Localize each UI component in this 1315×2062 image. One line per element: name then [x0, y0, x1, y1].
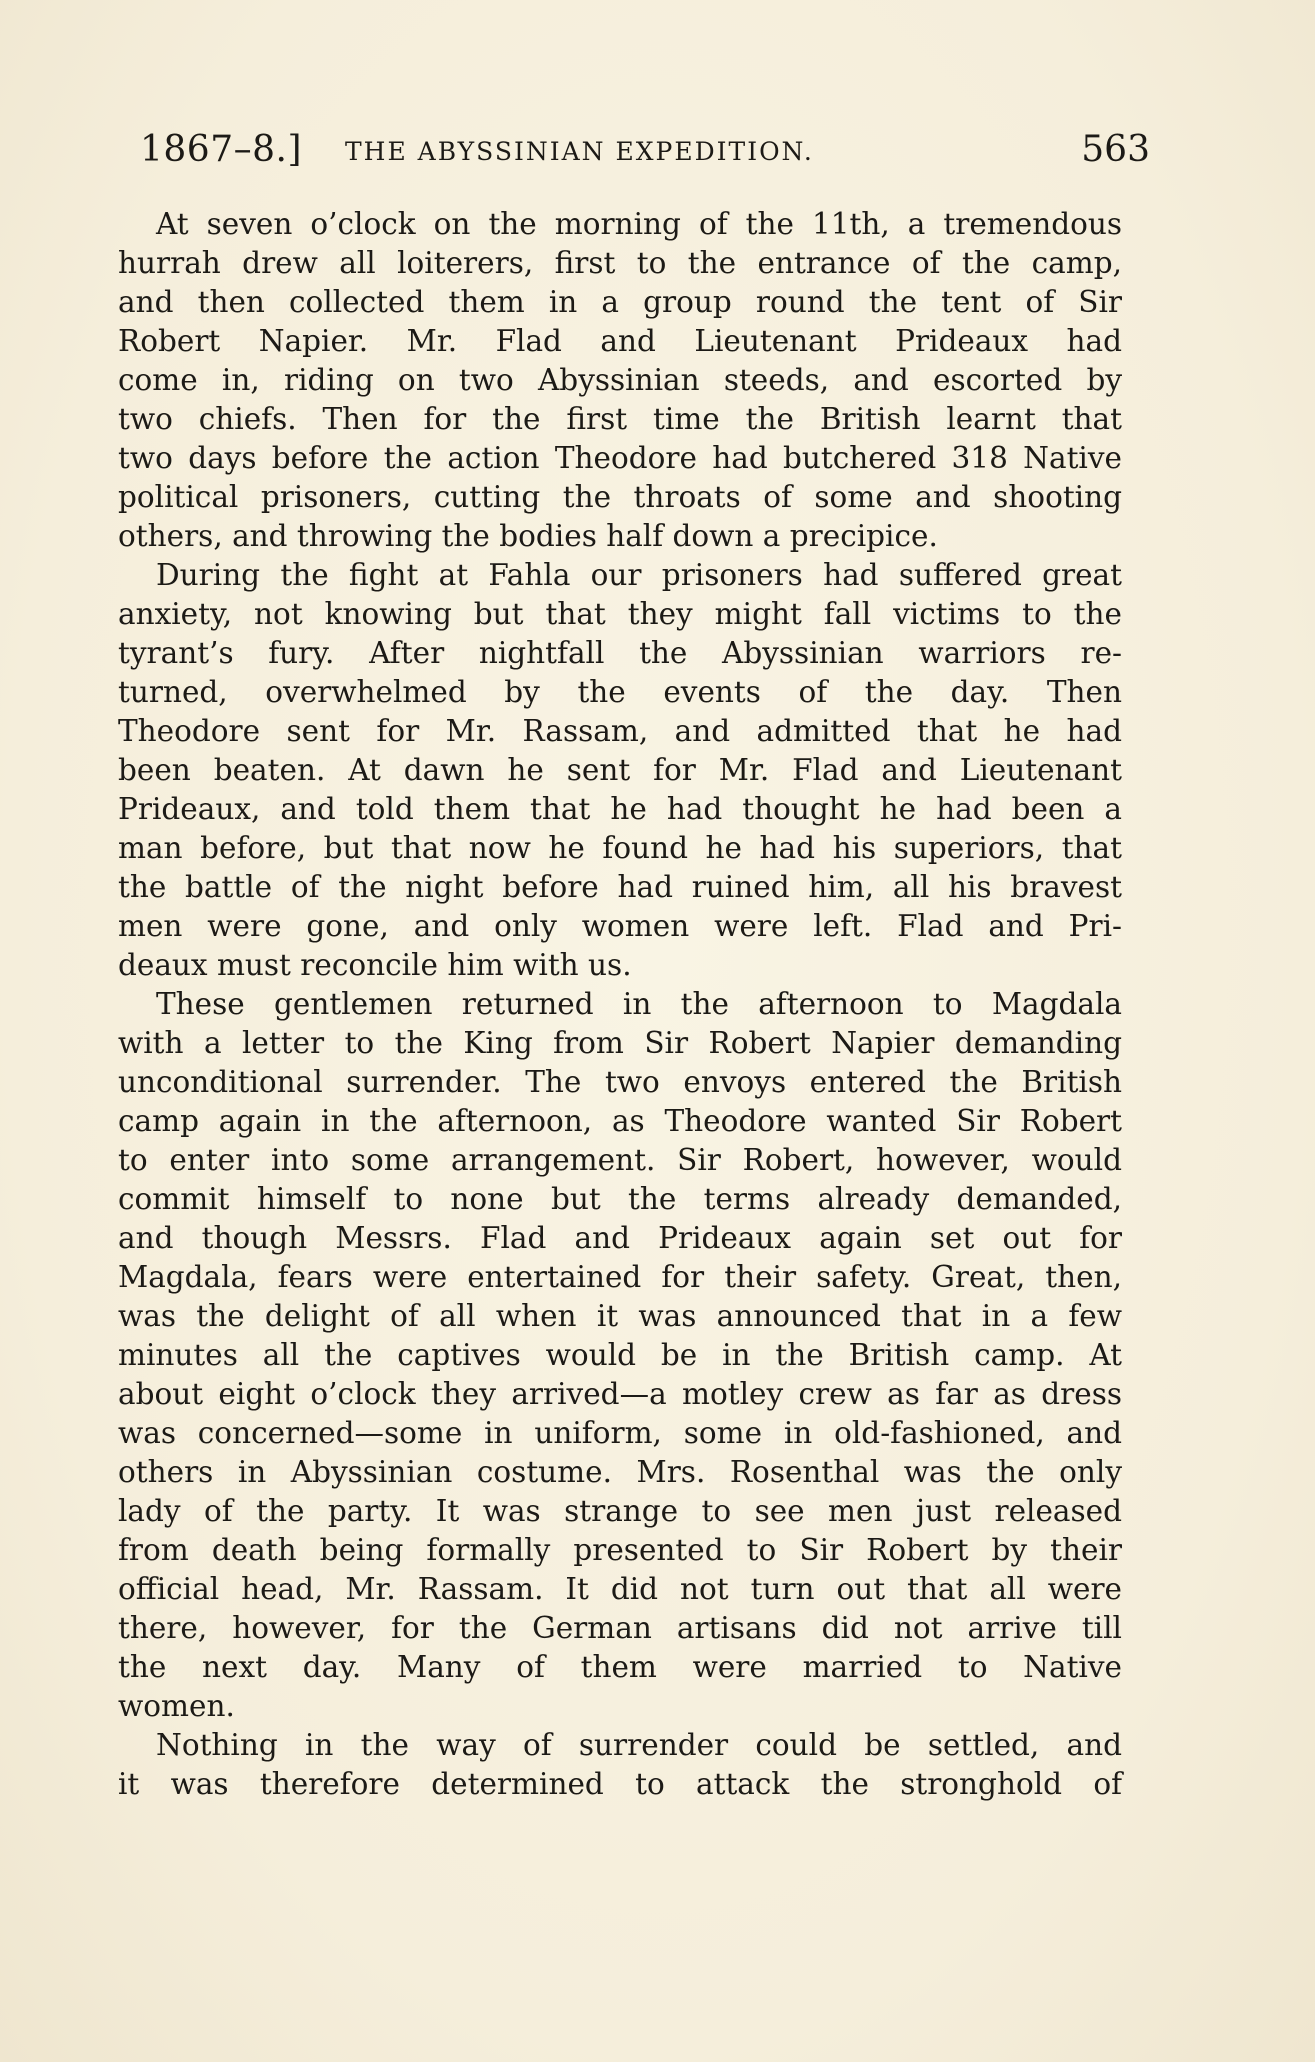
text-line: anxiety, not knowing but that they might fall victims to the [118, 597, 1122, 631]
text-line: minutes all the captives would be in the British camp. At [118, 1338, 1122, 1372]
text-line: been beaten. At dawn he sent for Mr. Flad and Lieutenant [118, 753, 1122, 787]
text-line: the battle of the night before had ruined him, all his bravest [118, 870, 1122, 904]
text-line: These gentlemen returned in the afternoon to Magdala [156, 987, 1122, 1021]
header-title: THE ABYSSINIAN EXPEDITION. [345, 137, 814, 166]
text-line: and though Messrs. Flad and Prideaux again set out for [118, 1221, 1122, 1255]
text-line: others, and throwing the bodies half down a precipice. [118, 519, 938, 553]
text-line: two days before the action Theodore had butchered 318 Native [118, 441, 1122, 475]
text-line: hurrah drew all loiterers, first to the entrance of the camp, [118, 246, 1122, 280]
text-line: official head, Mr. Rassam. It did not turn out that all were [118, 1572, 1122, 1606]
header-years: 1867–8.] [140, 129, 303, 170]
text-line: come in, riding on two Abyssinian steeds, and escorted by [118, 363, 1122, 397]
text-line: political prisoners, cutting the throats of some and shooting [118, 480, 1122, 514]
text-line: Robert Napier. Mr. Flad and Lieutenant Prideaux had [118, 324, 1122, 358]
text-line: lady of the party. It was strange to see men just released [118, 1494, 1122, 1528]
text-line: two chiefs. Then for the first time the British learnt that [118, 402, 1122, 436]
text-line: the next day. Many of them were married to Native [118, 1650, 1122, 1684]
text-line: During the fight at Fahla our prisoners had suffered great [156, 558, 1122, 592]
text-line: turned, overwhelmed by the events of the day. Then [118, 675, 1122, 709]
page-number: 563 [1081, 129, 1150, 170]
text-line: and then collected them in a group round the tent of Sir [118, 285, 1122, 319]
running-head [140, 128, 1150, 172]
text-line: there, however, for the German artisans did not arrive till [118, 1611, 1122, 1645]
text-line: man before, but that now he found he had his superiors, that [118, 831, 1122, 865]
text-line: commit himself to none but the terms already demanded, [118, 1182, 1122, 1216]
text-line: camp again in the afternoon, as Theodore wanted Sir Robert [118, 1104, 1122, 1138]
text-line: about eight o’clock they arrived—a motley crew as far as dress [118, 1377, 1122, 1411]
text-line: to enter into some arrangement. Sir Robert, however, would [118, 1143, 1122, 1177]
text-line: deaux must reconcile him with us. [118, 948, 632, 982]
text-line: from death being formally presented to Sir Robert by their [118, 1533, 1122, 1567]
text-line: women. [118, 1689, 235, 1723]
text-line: it was therefore determined to attack the stronghold of [118, 1767, 1122, 1801]
text-line: with a letter to the King from Sir Robert Napier demanding [118, 1026, 1122, 1060]
text-line: Theodore sent for Mr. Rassam, and admitted that he had [118, 714, 1122, 748]
body-text [118, 205, 1122, 1804]
text-line: others in Abyssinian costume. Mrs. Rosenthal was the only [118, 1455, 1122, 1489]
text-line: At seven o’clock on the morning of the 11th, a tremendous [156, 207, 1122, 241]
text-line: Prideaux, and told them that he had thought he had been a [118, 792, 1122, 826]
text-line: Nothing in the way of surrender could be settled, and [156, 1728, 1122, 1762]
text-line: Magdala, fears were entertained for their safety. Great, then, [118, 1260, 1122, 1294]
text-line: tyrant’s fury. After nightfall the Abyssinian warriors re- [118, 636, 1122, 670]
text-line: unconditional surrender. The two envoys entered the British [118, 1065, 1122, 1099]
text-line: was the delight of all when it was announced that in a few [118, 1299, 1122, 1333]
text-line: men were gone, and only women were left. Flad and Pri- [118, 909, 1122, 943]
text-line: was concerned—some in uniform, some in old-fashioned, and [118, 1416, 1122, 1450]
